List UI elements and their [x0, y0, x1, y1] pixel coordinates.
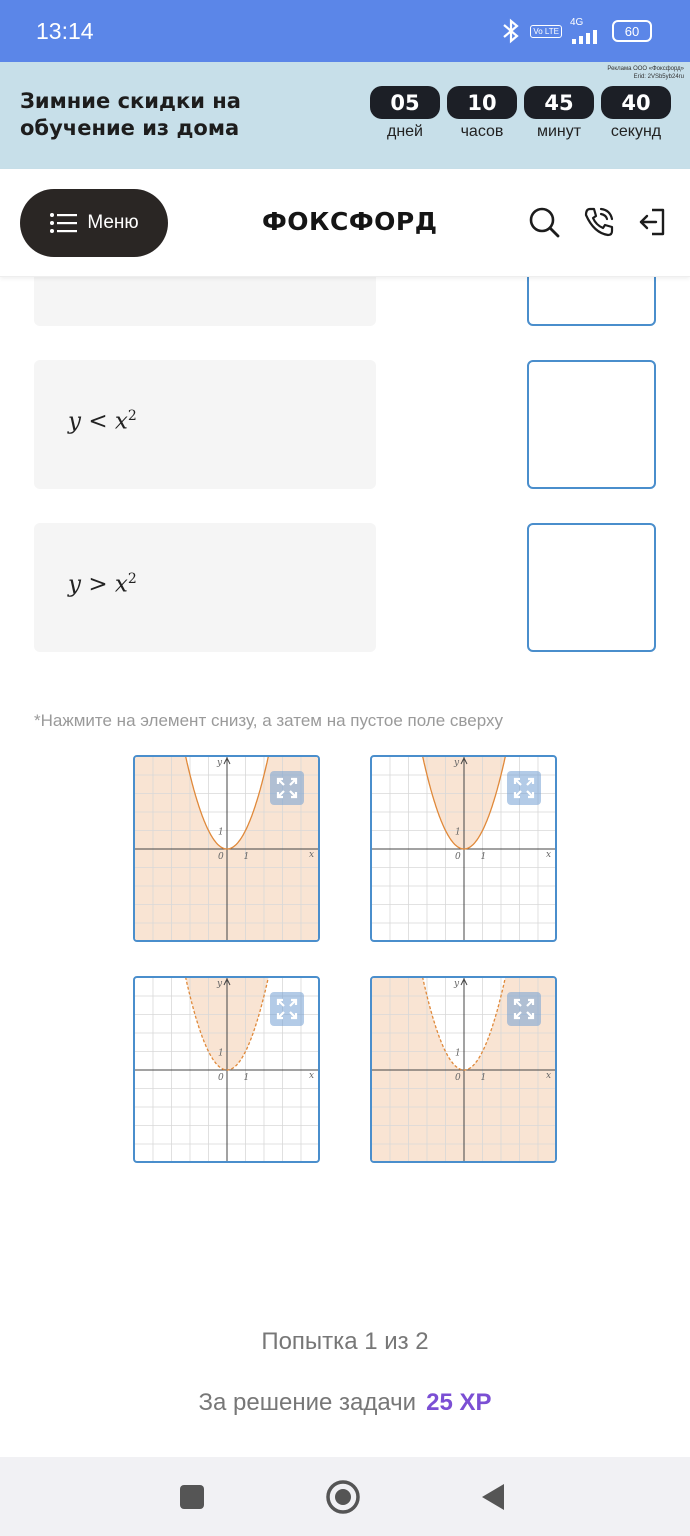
timer-label: часов: [460, 123, 504, 140]
timer-days: [370, 86, 440, 141]
timer-label: дней: [386, 123, 423, 140]
timer-seconds: [601, 86, 671, 141]
timer-label: секунд: [610, 123, 662, 140]
reward-text: За решение задачи: [198, 1389, 417, 1416]
site-logo[interactable]: ФОКСФОРД: [262, 207, 438, 236]
timer-label: минут: [536, 123, 582, 140]
ad-banner[interactable]: [0, 62, 690, 169]
signal-icon: [570, 18, 604, 44]
reward-info: [0, 1389, 690, 1417]
y-axis-label: y: [217, 979, 223, 989]
y-tick-one: 1: [218, 827, 224, 838]
y-tick-one: 1: [455, 827, 461, 838]
ad-title: [20, 88, 320, 142]
menu-button[interactable]: [20, 189, 168, 257]
site-header: [0, 169, 690, 277]
status-bar: [0, 0, 690, 62]
formula-card: [34, 277, 376, 326]
graph-option-4[interactable]: [370, 976, 557, 1163]
volte-icon: Vo LTE: [530, 25, 562, 38]
expand-icon[interactable]: [270, 771, 304, 805]
graph-option-3[interactable]: [133, 976, 320, 1163]
status-time: 13:14: [36, 18, 94, 44]
y-axis-label: y: [454, 758, 460, 768]
x-axis-label: x: [546, 850, 552, 860]
answer-drop-box[interactable]: [527, 523, 656, 652]
menu-label: Меню: [87, 212, 139, 233]
x-axis-label: x: [309, 1071, 315, 1081]
back-button[interactable]: [474, 1477, 514, 1517]
bluetooth-icon: [500, 18, 522, 44]
answer-drop-box[interactable]: [527, 277, 656, 326]
ad-title-line1: Зимние скидки на: [20, 89, 241, 113]
origin-label: 0: [218, 1073, 224, 1083]
timer-value: 45: [524, 86, 594, 119]
ad-meta-erid: Erid: 2VSb5yb24ru: [633, 74, 684, 80]
home-button[interactable]: [323, 1477, 363, 1517]
ad-title-line2: обучение из дома: [20, 116, 240, 140]
list-menu-icon: [49, 212, 77, 234]
formula-card: [34, 523, 376, 652]
timer-value: 40: [601, 86, 671, 119]
search-icon[interactable]: [527, 205, 561, 239]
x-tick-one: 1: [243, 852, 250, 862]
ad-meta-advertiser: Реклама ООО «Фоксфорд»: [607, 66, 684, 72]
reward-xp: 25 XP: [426, 1389, 492, 1416]
system-nav-bar: [0, 1457, 690, 1536]
timer-value: 10: [447, 86, 517, 119]
y-axis-label: y: [454, 979, 460, 989]
expand-icon[interactable]: [507, 771, 541, 805]
timer-value: 05: [370, 86, 440, 119]
phone-icon[interactable]: [582, 205, 616, 239]
expand-icon[interactable]: [507, 992, 541, 1026]
origin-label: 0: [218, 852, 224, 862]
y-axis-label: y: [217, 758, 223, 768]
countdown-timer: [370, 86, 671, 141]
network-type: 4G: [570, 17, 584, 28]
graph-option-2[interactable]: [370, 755, 557, 942]
x-tick-one: 1: [480, 852, 487, 862]
x-tick-one: 1: [480, 1073, 487, 1083]
x-axis-label: x: [546, 1071, 552, 1081]
ad-meta: [607, 65, 684, 81]
task-content: [0, 277, 690, 1457]
expand-icon[interactable]: [270, 992, 304, 1026]
origin-label: 0: [455, 852, 461, 862]
formula-text: $y > x^2$: [68, 571, 137, 598]
y-tick-one: 1: [218, 1048, 224, 1059]
recents-button[interactable]: [172, 1477, 212, 1517]
origin-label: 0: [455, 1073, 461, 1083]
instruction-hint: *Нажмите на элемент снизу, а затем на пустое поле сверху: [34, 711, 503, 730]
graph-option-1[interactable]: [133, 755, 320, 942]
y-tick-one: 1: [455, 1048, 461, 1059]
battery-icon: 60: [612, 20, 652, 42]
login-icon[interactable]: [636, 205, 670, 239]
formula-card: [34, 360, 376, 489]
x-tick-one: 1: [243, 1073, 250, 1083]
timer-minutes: [524, 86, 594, 141]
attempt-counter: Попытка 1 из 2: [261, 1328, 429, 1355]
answer-drop-box[interactable]: [527, 360, 656, 489]
timer-hours: [447, 86, 517, 141]
formula-text: $y < x^2$: [68, 408, 137, 435]
x-axis-label: x: [309, 850, 315, 860]
status-icons: [500, 18, 652, 44]
